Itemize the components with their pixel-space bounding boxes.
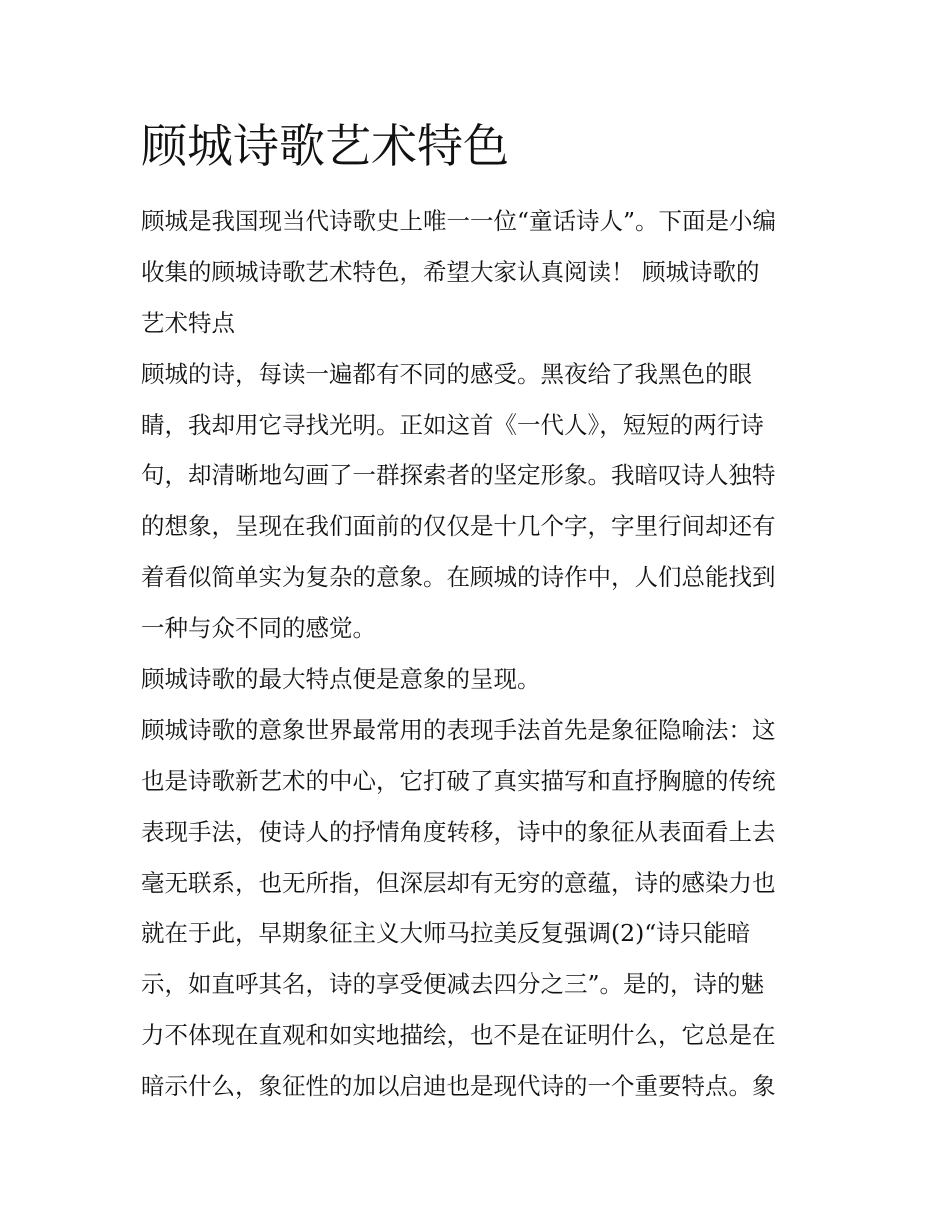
text-line: 顾城是我国现当代诗歌史上唯一一位“童话诗人”。下面是小编	[141, 207, 777, 235]
text-line: 也是诗歌新艺术的中心，它打破了真实描写和直抒胸臆的传统	[141, 766, 776, 795]
text-line: 力不体现在直观和如实地描绘，也不是在证明什么，它总是在	[141, 1021, 776, 1050]
text-line: 睛，我却用它寻找光明。正如这首《一代人》，短短的两行诗	[141, 410, 764, 439]
text-line: 句，却清晰地勾画了一群探索者的坚定形象。我暗叹诗人独特	[141, 461, 776, 490]
text-line: 就在于此，早期象征主义大师马拉美反复强调(2)“诗只能暗	[141, 919, 751, 948]
text-line: 暗示什么，象征性的加以启迪也是现代诗的一个重要特点。象	[141, 1072, 776, 1101]
text-line: 毫无联系，也无所指，但深层却有无穷的意蕴，诗的感染力也	[141, 868, 776, 897]
document-body	[141, 196, 821, 1112]
text-line: 收集的顾城诗歌艺术特色，希望大家认真阅读！ 顾城诗歌的	[141, 257, 760, 286]
text-line: 一种与众不同的感觉。	[141, 614, 376, 643]
text-line: 表现手法，使诗人的抒情角度转移，诗中的象征从表面看上去	[141, 817, 776, 846]
text-line: 顾城诗歌的意象世界最常用的表现手法首先是象征隐喻法：这	[141, 715, 776, 744]
text-line: 艺术特点	[141, 308, 235, 337]
text-line: 示，如直呼其名，诗的享受便减去四分之三”。是的，诗的魅	[141, 970, 765, 999]
document-title: 顾城诗歌艺术特色	[141, 119, 509, 173]
text-line: 顾城的诗，每读一遍都有不同的感受。黑夜给了我黑色的眼	[141, 359, 752, 388]
text-line: 的想象，呈现在我们面前的仅仅是十几个字，字里行间却还有	[141, 512, 776, 541]
text-line: 着看似简单实为复杂的意象。在顾城的诗作中，人们总能找到	[141, 563, 776, 592]
text-line: 顾城诗歌的最大特点便是意象的呈现。	[141, 665, 541, 694]
